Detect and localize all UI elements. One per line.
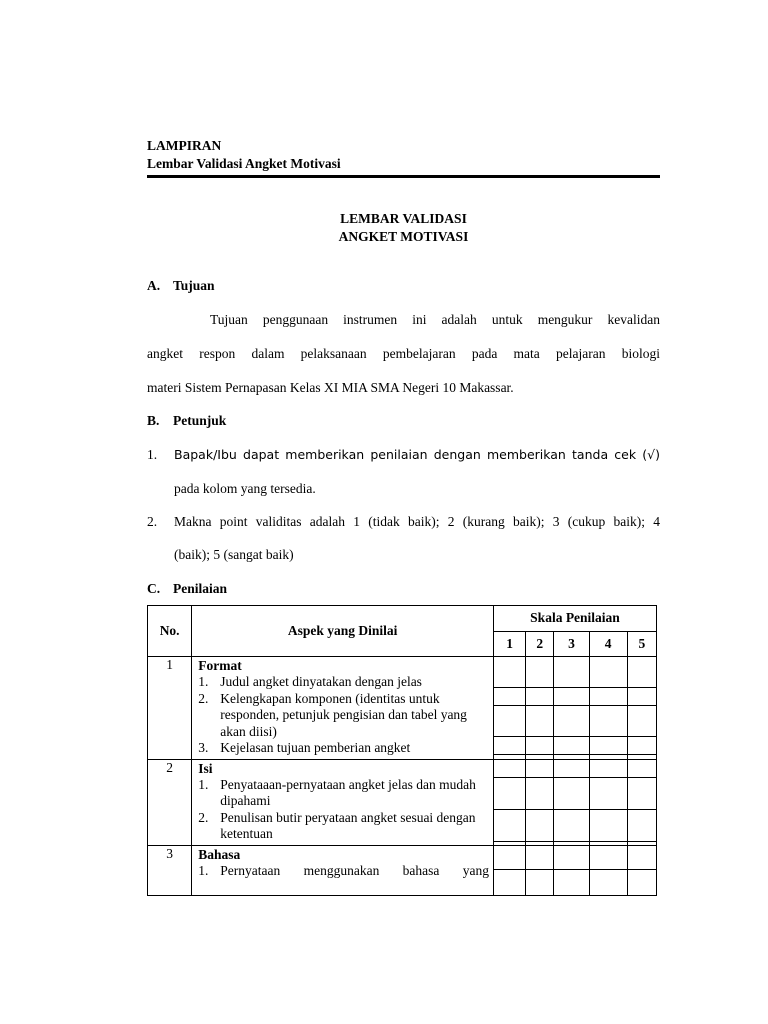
header-rule <box>147 175 660 178</box>
score-cell[interactable] <box>526 687 554 705</box>
score-cell[interactable] <box>526 736 554 754</box>
section-a-line-1: Tujuan penggunaan instrumen ini adalah untuk mengukur kevalidan <box>210 312 660 327</box>
score-cell[interactable] <box>589 736 627 754</box>
score-cell[interactable] <box>589 777 627 809</box>
score-cell[interactable] <box>554 809 589 841</box>
header-no: No. <box>148 606 192 657</box>
section-c-letter: C. <box>147 581 161 596</box>
score-cell[interactable] <box>526 809 554 841</box>
score-cell[interactable] <box>627 777 656 809</box>
score-cell[interactable] <box>494 657 526 688</box>
score-cell[interactable] <box>554 759 589 777</box>
aspect-item: 2. Penulisan butir peryataan angket sesuai dengan ketentuan <box>198 809 476 841</box>
score-cell[interactable] <box>526 869 554 895</box>
score-cell[interactable] <box>526 759 554 777</box>
section-c-heading <box>147 581 227 598</box>
aspect-cell-bahasa <box>192 845 494 895</box>
scale-5-header: 5 <box>627 632 656 657</box>
table-row <box>148 759 657 777</box>
aspect-item: 3. Kejelasan tujuan pemberian angket <box>198 740 411 755</box>
section-a-line-3: materi Sistem Pernapasan Kelas XI MIA SMA Negeri 10 Makassar. <box>147 380 514 395</box>
section-a-letter: A. <box>147 278 161 293</box>
scale-1-header: 1 <box>494 632 526 657</box>
aspect-cell-isi <box>192 759 494 845</box>
section-a-line-2: angket respon dalam pelaksanaan pembelajaran pada mata pelajaran biologi <box>147 346 660 361</box>
instruction-2-line-2: (baik); 5 (sangat baik) <box>174 547 294 562</box>
score-cell[interactable] <box>589 657 627 688</box>
section-c-title: Penilaian <box>173 581 228 596</box>
score-cell[interactable] <box>589 809 627 841</box>
score-cell[interactable] <box>554 687 589 705</box>
header-aspect: Aspek yang Dinilai <box>192 606 494 657</box>
score-cell[interactable] <box>589 706 627 737</box>
score-cell[interactable] <box>554 657 589 688</box>
document-title <box>147 210 660 246</box>
score-cell[interactable] <box>554 736 589 754</box>
scale-3-header: 3 <box>554 632 589 657</box>
section-b-title: Petunjuk <box>173 413 227 428</box>
score-cell[interactable] <box>554 706 589 737</box>
assessment-table <box>147 605 657 896</box>
score-cell[interactable] <box>554 869 589 895</box>
score-cell[interactable] <box>554 845 589 869</box>
instruction-1-line-2: pada kolom yang tersedia. <box>174 481 316 496</box>
aspect-item: 1. Penyataaan-pernyataan angket jelas dan mudah dipahami <box>198 776 476 808</box>
document-title-line-1: LEMBAR VALIDASI <box>340 211 467 226</box>
document-title-line-2: ANGKET MOTIVASI <box>338 229 469 244</box>
instruction-2-number: 2. <box>147 514 158 529</box>
score-cell[interactable] <box>627 809 656 841</box>
aspect-cell-format <box>192 657 494 760</box>
section-a-heading <box>147 278 215 295</box>
score-cell[interactable] <box>526 657 554 688</box>
score-cell[interactable] <box>554 777 589 809</box>
instruction-1-line-1: Bapak/Ibu dapat memberikan penilaian dengan memberikan tanda cek (√) <box>174 447 660 462</box>
score-cell[interactable] <box>494 736 526 754</box>
scale-4-header: 4 <box>589 632 627 657</box>
score-cell[interactable] <box>494 687 526 705</box>
score-cell[interactable] <box>627 736 656 754</box>
section-b-letter: B. <box>147 413 160 428</box>
aspect-section-title: Isi <box>198 760 213 776</box>
row-number: 3 <box>148 845 192 895</box>
appendix-subtitle: Lembar Validasi Angket Motivasi <box>147 156 341 171</box>
score-cell[interactable] <box>494 706 526 737</box>
score-cell[interactable] <box>627 706 656 737</box>
table-row <box>148 657 657 688</box>
score-cell[interactable] <box>589 687 627 705</box>
section-a-title: Tujuan <box>173 278 215 293</box>
score-cell[interactable] <box>627 687 656 705</box>
header-scale: Skala Penilaian <box>494 606 657 632</box>
appendix-label: LAMPIRAN <box>147 138 222 153</box>
scale-2-header: 2 <box>526 632 554 657</box>
appendix-header <box>147 137 660 173</box>
aspect-item: 1. Judul angket dinyatakan dengan jelas <box>198 674 422 689</box>
score-cell[interactable] <box>526 706 554 737</box>
section-b-heading <box>147 413 226 430</box>
score-cell[interactable] <box>494 759 526 777</box>
score-cell[interactable] <box>494 869 526 895</box>
row-number: 2 <box>148 759 192 845</box>
aspect-section-title: Bahasa <box>198 846 241 862</box>
aspect-section-title: Format <box>198 658 242 673</box>
score-cell[interactable] <box>494 777 526 809</box>
score-cell[interactable] <box>494 845 526 869</box>
row-number: 1 <box>148 657 192 760</box>
aspect-item: 2. Kelengkapan komponen (identitas untuk responden, petunjuk pengisian dan tabel yang akan diisi) <box>198 690 467 739</box>
aspect-item: 1. Pernyataan menggunakan bahasa yang <box>198 862 490 878</box>
instruction-2-line-1: Makna point validitas adalah 1 (tidak baik); 2 (kurang baik); 3 (cukup baik); 4 <box>174 514 660 529</box>
score-cell[interactable] <box>627 657 656 688</box>
table-row <box>148 845 657 869</box>
score-cell[interactable] <box>526 845 554 869</box>
score-cell[interactable] <box>589 759 627 777</box>
score-cell[interactable] <box>627 845 656 869</box>
score-cell[interactable] <box>494 809 526 841</box>
score-cell[interactable] <box>526 777 554 809</box>
score-cell[interactable] <box>627 759 656 777</box>
instruction-1-number: 1. <box>147 447 158 462</box>
score-cell[interactable] <box>589 869 627 895</box>
score-cell[interactable] <box>627 869 656 895</box>
score-cell[interactable] <box>589 845 627 869</box>
